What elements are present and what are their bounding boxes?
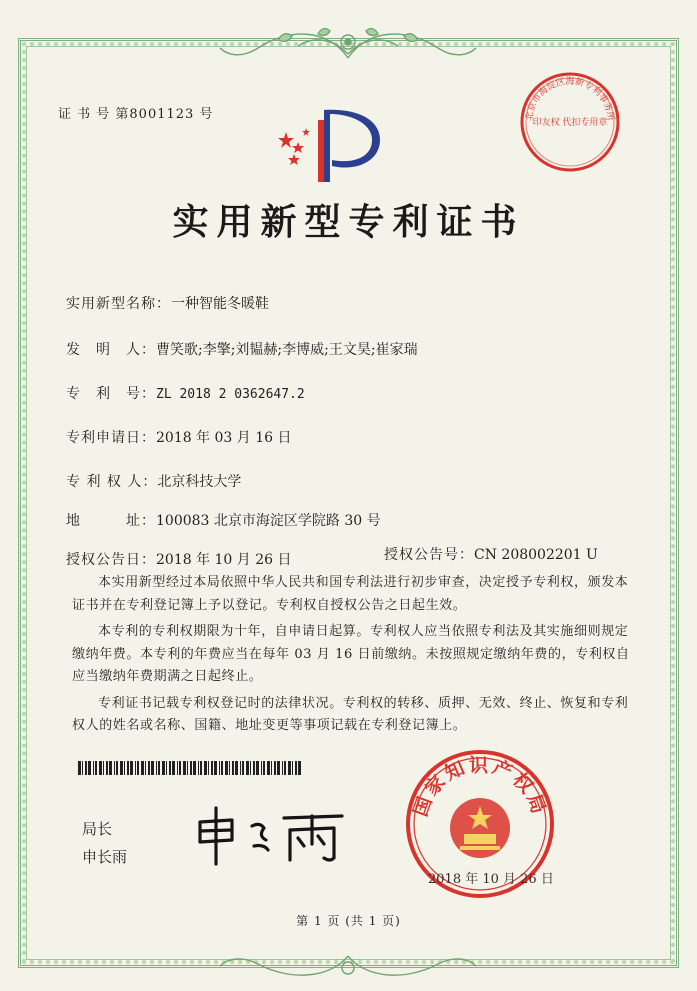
field-announce-date-label: 授权公告日：	[66, 552, 156, 568]
certificate-number	[58, 103, 213, 122]
agency-stamp-center: 印友权 代扣专用章	[532, 118, 608, 128]
cnipa-logo-icon	[272, 102, 388, 186]
field-name-label: 实用新型名称：	[66, 296, 171, 312]
field-name-value: 一种智能冬暖鞋	[171, 296, 269, 312]
certificate-number-suffix: 号	[199, 107, 214, 122]
signatory-name: 申长雨	[82, 848, 128, 866]
body-paragraph-2: 本专利的专利权期限为十年，自申请日起算。专利权人应当依照专利法及其实施细则规定缴纳年费。本专利的年费应当在每年 03 月 16 日前缴纳。未按照规定缴纳年费的，专利权自应当缴纳年费期满之日起终止。	[72, 624, 630, 684]
field-address-value: 100083 北京市海淀区学院路 30 号	[156, 513, 381, 529]
certificate-title: 实用新型专利证书	[172, 202, 525, 243]
handwritten-signature-icon	[192, 800, 352, 870]
agency-stamp-text: 北京市海淀区海新专利事务所	[524, 77, 616, 122]
barcode-icon	[78, 761, 304, 775]
field-patent-number-label: 专 利 号：	[66, 386, 156, 402]
field-inventor-value: 曹笑歌;李擎;刘韫赫;李博威;王文昊;崔家瑞	[156, 342, 418, 358]
field-announce-date	[66, 549, 292, 569]
field-announce-number-label: 授权公告号：	[384, 547, 474, 563]
field-apply-date-label: 专利申请日：	[66, 430, 156, 446]
field-apply-date	[66, 427, 292, 447]
seal-text: 国家知识产权局	[409, 754, 551, 820]
field-owner-label: 专 利 权 人：	[66, 474, 158, 490]
field-apply-date-value: 2018 年 03 月 16 日	[156, 430, 292, 446]
agency-stamp-icon	[518, 70, 622, 174]
field-announce-number-value: CN 208002201 U	[474, 547, 598, 563]
certificate-number-value: 8001123	[129, 107, 195, 122]
field-address	[66, 510, 381, 530]
field-inventor	[66, 339, 418, 359]
page-number: 第 1 页 (共 1 页)	[296, 914, 401, 928]
field-inventor-label: 发 明 人：	[66, 342, 156, 358]
field-patent-number	[66, 383, 305, 403]
seal-date: 2018 年 10 月 26 日	[428, 872, 554, 887]
body-paragraph-3: 专利证书记载专利权登记时的法律状况。专利权的转移、质押、无效、终止、恢复和专利权人的姓名或名称、国籍、地址变更等事项记载在专利登记簿上。	[72, 695, 629, 733]
signatory-title: 局长	[82, 820, 113, 838]
field-announce-number	[384, 544, 598, 564]
bottom-ornament-icon	[218, 950, 478, 986]
field-patent-number-value: ZL 2018 2 0362647.2	[156, 387, 305, 402]
certificate-body	[72, 572, 632, 738]
field-address-label: 地 址：	[66, 513, 156, 529]
body-paragraph-1: 本实用新型经过本局依照中华人民共和国专利法进行初步审查，决定授予专利权，颁发本证书并在专利登记簿上予以登记。专利权自授权公告之日起生效。	[72, 575, 629, 613]
svg-text:北京市海淀区海新专利事务所	[523, 75, 616, 121]
certificate-number-label: 证 书 号 第	[58, 107, 130, 122]
field-name	[66, 293, 269, 313]
field-owner	[66, 471, 241, 491]
field-owner-value: 北京科技大学	[157, 474, 242, 490]
field-announce-date-value: 2018 年 10 月 26 日	[156, 552, 292, 568]
top-ornament-icon	[218, 18, 478, 66]
